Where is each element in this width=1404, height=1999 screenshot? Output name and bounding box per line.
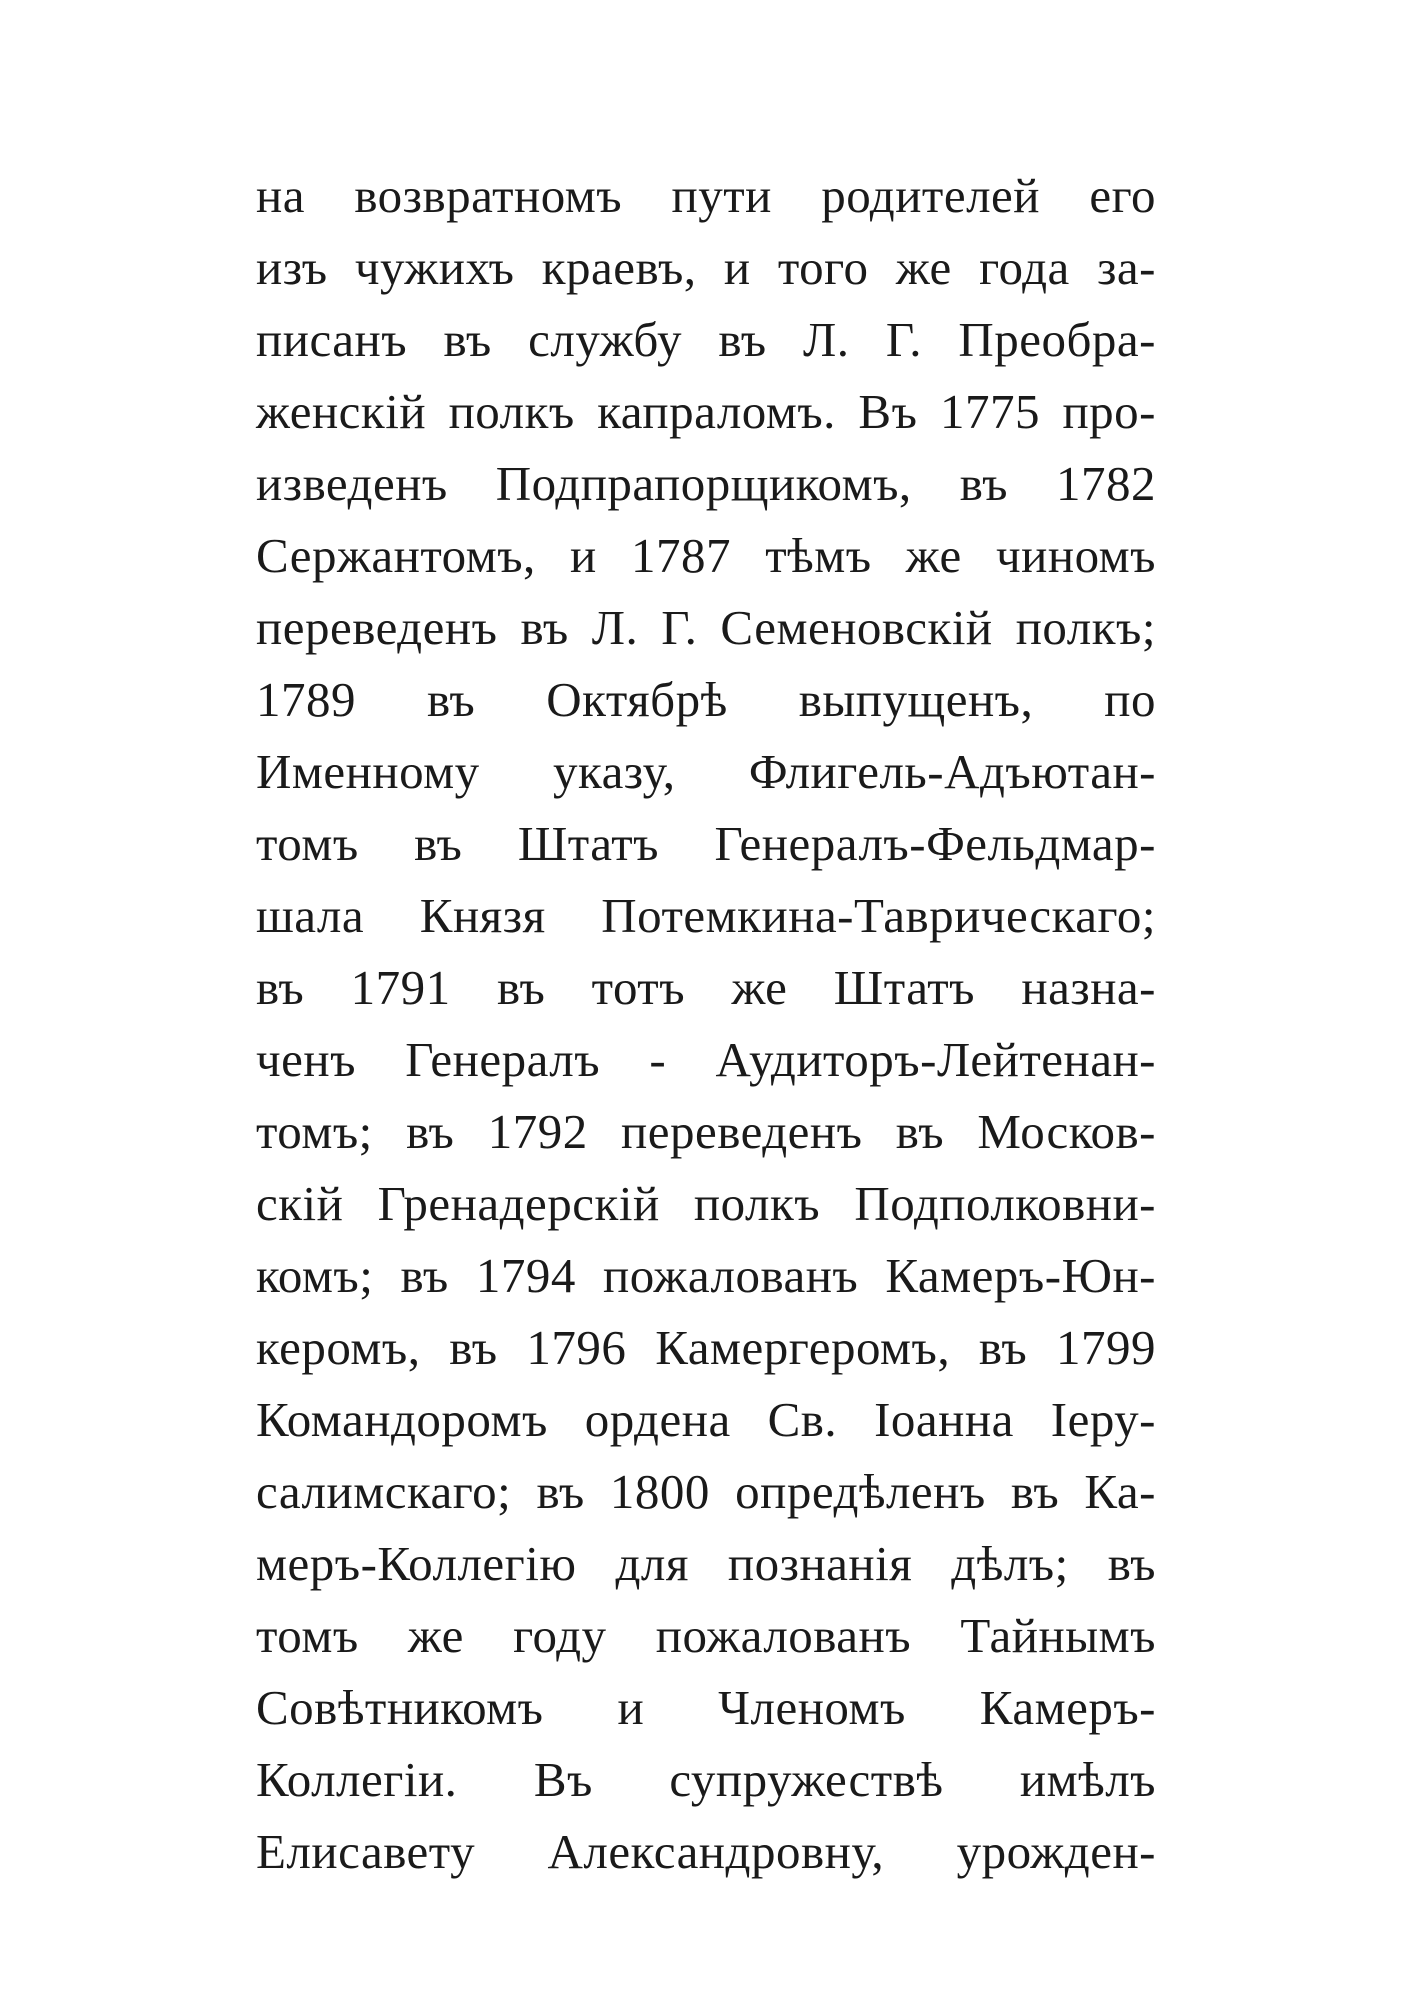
text-line-6: Сержантомъ, и 1787 тѣмъ же чиномъ (256, 528, 1156, 583)
text-line-1: на возвратномъ пути родителей его (256, 168, 1156, 223)
text-line-22: Совѣтникомъ и Членомъ Камеръ- (256, 1680, 1156, 1735)
text-line-11: шала Князя Потемкина-Таврическаго; (256, 888, 1156, 943)
text-line-4: женскій полкъ капраломъ. Въ 1775 про- (256, 384, 1156, 439)
text-line-9: Именному указу, Флигель-Адъютан- (256, 744, 1156, 799)
text-line-16: комъ; въ 1794 пожалованъ Камеръ-Юн- (256, 1248, 1156, 1303)
text-line-20: меръ-Коллегію для познанія дѣлъ; въ (256, 1536, 1156, 1591)
text-line-12: въ 1791 въ тотъ же Штатъ назна- (256, 960, 1156, 1015)
text-line-18: Командоромъ ордена Св. Іоанна Іеру- (256, 1392, 1156, 1447)
text-line-21: томъ же году пожалованъ Тайнымъ (256, 1608, 1156, 1663)
text-line-10: томъ въ Штатъ Генералъ-Фельдмар- (256, 816, 1156, 871)
text-line-14: томъ; въ 1792 переведенъ въ Москов- (256, 1104, 1156, 1159)
text-line-7: переведенъ въ Л. Г. Семеновскій полкъ; (256, 600, 1156, 655)
body-text (256, 160, 1156, 1888)
text-line-17: керомъ, въ 1796 Камергеромъ, въ 1799 (256, 1320, 1156, 1375)
text-line-13: ченъ Генералъ - Аудиторъ-Лейтенан- (256, 1032, 1156, 1087)
text-line-24: Елисавету Александровну, урожден- (256, 1824, 1156, 1879)
text-line-19: салимскаго; въ 1800 опредѣленъ въ Ка- (256, 1464, 1156, 1519)
text-line-3: писанъ въ службу въ Л. Г. Преобра- (256, 312, 1156, 367)
text-line-5: изведенъ Подпрапорщикомъ, въ 1782 (256, 456, 1156, 511)
text-line-23: Коллегіи. Въ супружествѣ имѣлъ (256, 1752, 1156, 1807)
text-line-15: скій Гренадерскій полкъ Подполковни- (256, 1176, 1156, 1231)
text-line-2: изъ чужихъ краевъ, и того же года за- (256, 240, 1156, 295)
text-line-8: 1789 въ Октябрѣ выпущенъ, по (256, 672, 1156, 727)
